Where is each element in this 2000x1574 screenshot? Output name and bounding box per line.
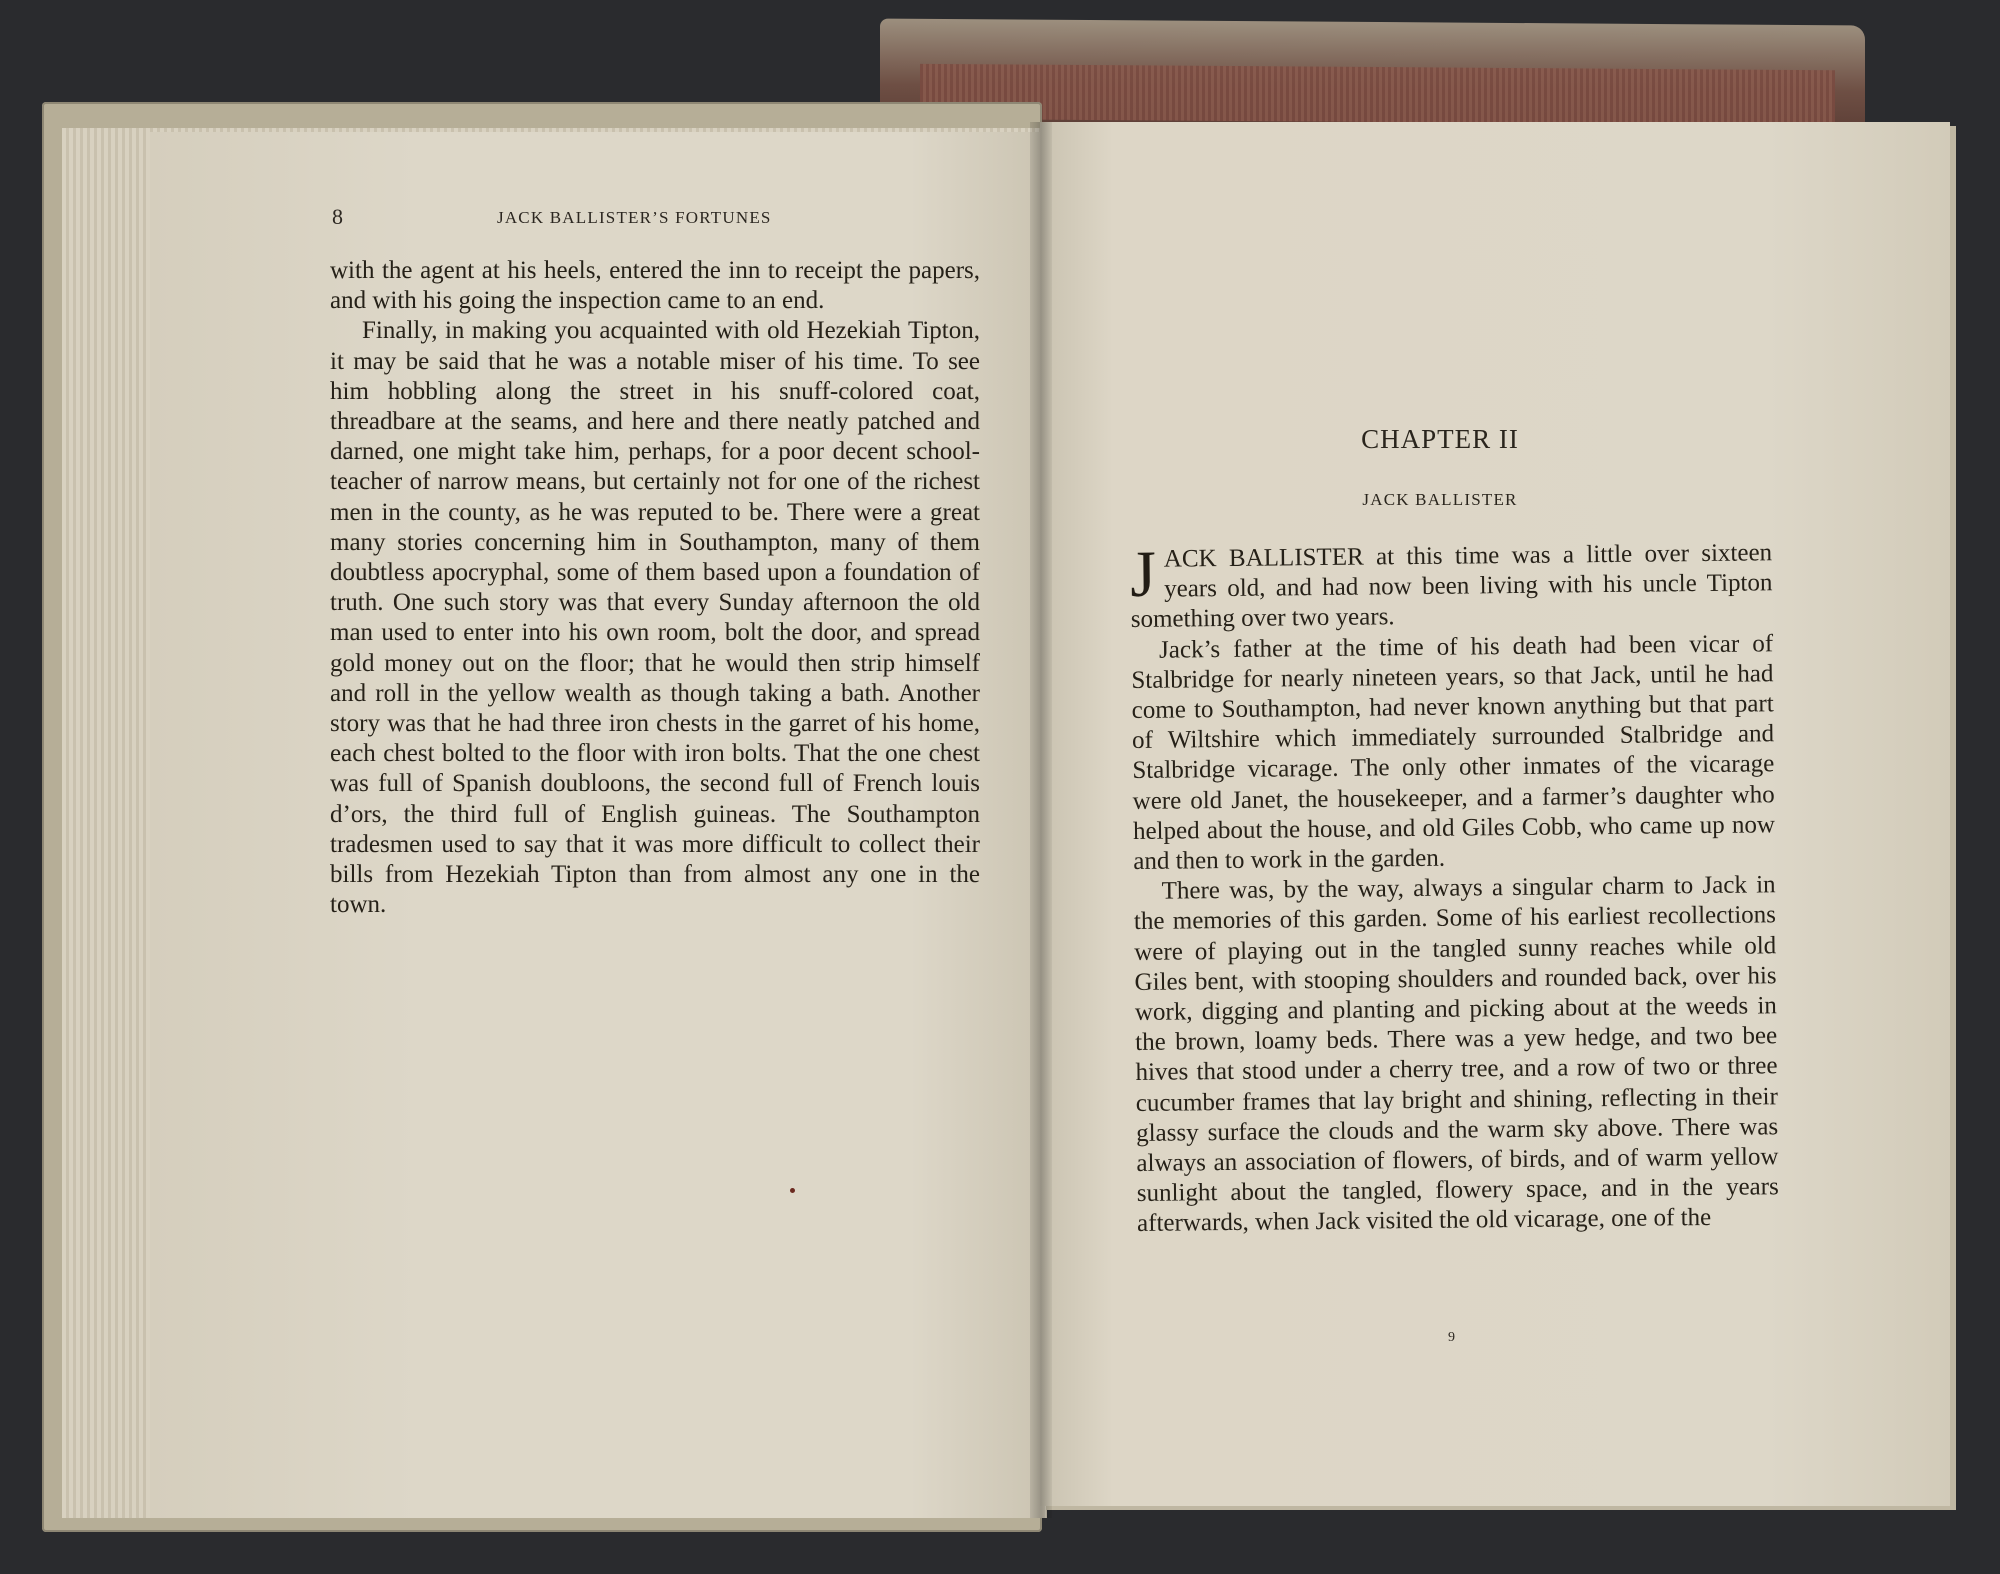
chapter-heading: CHAPTER II xyxy=(1361,424,1519,454)
paragraph: Jack’s father at the time of his death had been vicar of Stalbridge for nearly nineteen years, so that Jack, until he had come to Southampton, had never known anything but that part of Wiltshire which immediately surrounded Stalbridge and Stalbridge vicarage. The only other inmates of the vicarage were old Janet, the housekeeper, and a farmer’s daughter who helped about the house, and old Giles Cobb, who came up now and then to work in the garden. xyxy=(1131,629,1776,876)
paragraph-text: ACK BALLISTER at this time was a little over sixteen years old, and had now been living with his uncle Tipton something over two years. xyxy=(1130,539,1773,634)
left-page-number: 8 xyxy=(332,204,344,229)
right-page-body xyxy=(1130,538,1779,1239)
drop-cap: J xyxy=(1129,537,1157,611)
left-page-body xyxy=(330,256,980,920)
chapter-title: JACK BALLISTER xyxy=(1362,490,1518,509)
paragraph: Finally, in making you acquainted with old Hezekiah Tipton, it may be said that he was a notable miser of his time. To see him hobbling along the street in his snuff-colored coat, threadbare at the seams, and here and there neatly patched and darned, one might take him, perhaps, for a poor decent school-teacher of narrow means, but certainly not for one of the richest men in the county, as he was reputed to be. There were a great many stories concerning him in Southampton, many of them doubtless apocryphal, some of them based upon a foundation of truth. One such story was that every Sunday afternoon the old man used to enter into his own room, bolt the door, and spread gold money out on the floor; that he would then strip himself and roll in the yellow wealth as though taking a bath. Another story was that he had three iron chests in the garret of his home, each chest bolted to the floor with iron bolts. That the one chest was full of Spanish doubloons, the second full of French louis d’ors, the third full of English guineas. The Southampton tradesmen used to say that it was more difficult to collect their bills from Hezekiah Tipton than from almost any one in the town. xyxy=(330,317,980,919)
running-head: JACK BALLISTER’S FORTUNES xyxy=(497,208,772,227)
paragraph: There was, by the way, always a singular charm to Jack in the memories of this garden. Some of his earliest recollections were of playing out in the tangled sunny reaches while old Giles bent, with stooping shoulders and rounded back, over his work, digging and planting and picking about at the weeds in the brown, loamy beds. There was a yew hedge, and two bee hives that stood under a cherry tree, and a row of two or three cucumber frames that lay bright and shining, reflecting in their glassy surface the clouds and the warm sky above. There was always an association of flowers, of birds, and of warm yellow sunlight about the tangled, flowery space, and in the years afterwards, when Jack visited the old vicarage, one of the xyxy=(1133,871,1779,1238)
paragraph xyxy=(1130,538,1773,635)
book-gutter xyxy=(1030,122,1052,1518)
ink-speck xyxy=(790,1188,795,1193)
paragraph: with the agent at his heels, entered the inn to receipt the papers, and with his going the inspection came to an end. xyxy=(330,257,980,315)
right-page-number: 9 xyxy=(1448,1330,1455,1345)
left-page-header xyxy=(332,204,982,234)
